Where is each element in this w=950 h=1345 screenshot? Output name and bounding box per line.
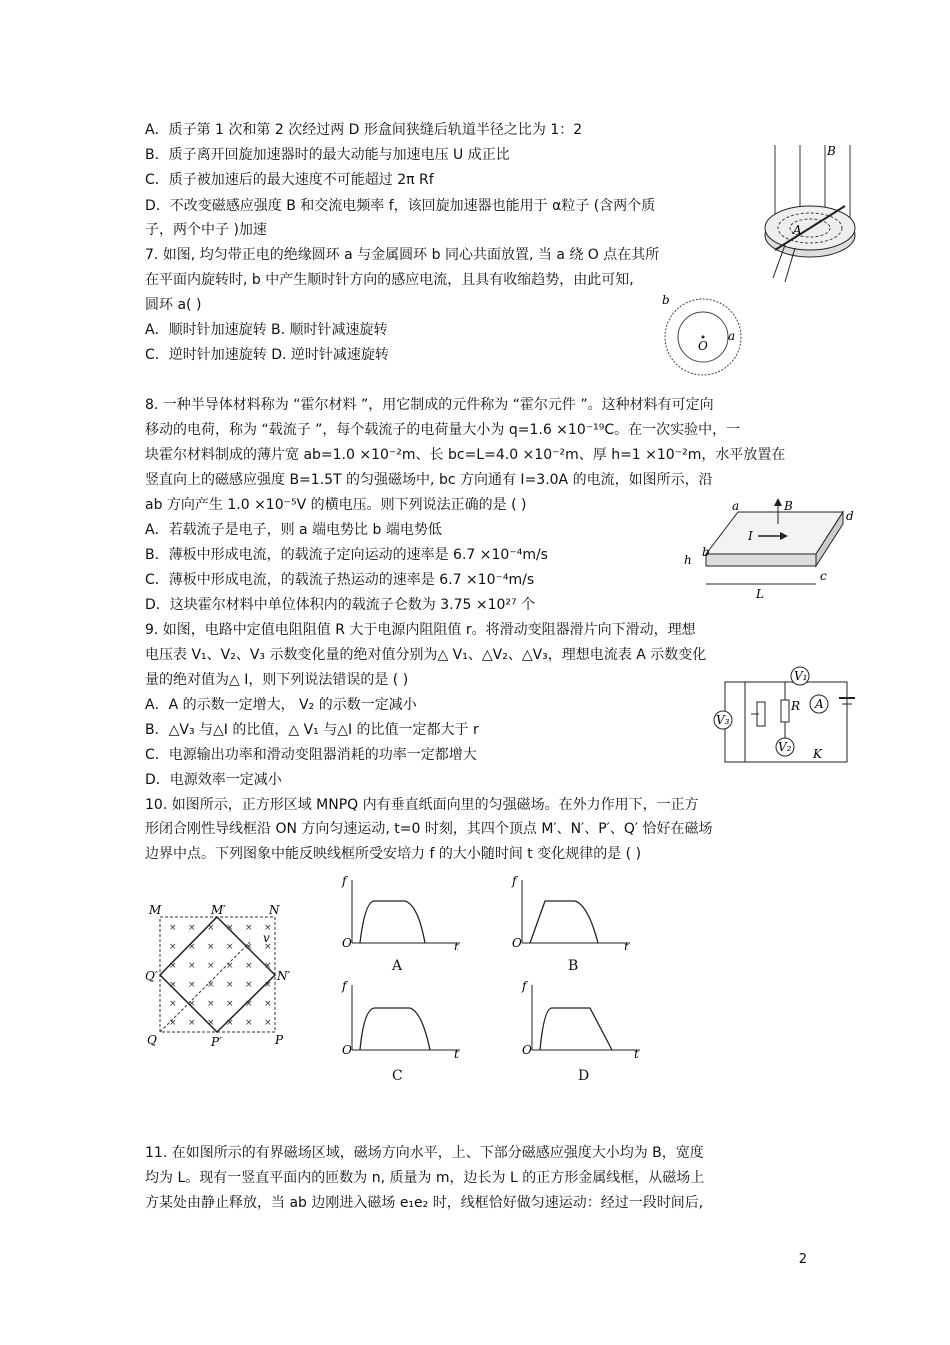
field-x-mark: × (207, 942, 215, 952)
field-x-mark: × (169, 961, 177, 971)
ring-b-label: b (662, 293, 670, 307)
graph-d-t-label: t (634, 1047, 639, 1060)
graph-b-t-label: t (624, 940, 629, 950)
graph-a-t-label: t (454, 940, 459, 950)
hall-l-label: L (756, 587, 764, 601)
text-line: 10. 如图所示，正方形区域 MNPQ 内有垂直纸面向里的匀强磁场。在外力作用下，一正方 (145, 797, 699, 813)
hall-i-label: I (748, 529, 753, 543)
square-field-figure (145, 900, 295, 1048)
text-line: D．电源效率一定减小 (145, 772, 282, 788)
corner-p-label: P (275, 1033, 284, 1047)
ring-a-label: a (728, 329, 736, 343)
field-x-mark: × (245, 923, 253, 933)
rings-figure (658, 292, 753, 382)
graph-c-t-label: t (454, 1047, 459, 1060)
field-x-mark: × (264, 980, 272, 990)
text-line: A．顺时针加速旋转 B. 顺时针减速旋转 (145, 322, 388, 338)
graph-a-f-label: f (342, 875, 347, 888)
text-line: 9. 如图，电路中定值电阻阻值 R 大于电源内阻阻值 r。将滑动变阻器滑片向下滑动，理想 (145, 622, 696, 638)
text-line: 11. 在如图所示的有界磁场区域，磁场方向水平，上、下部分磁感应强度大小均为 B，宽度 (145, 1145, 704, 1161)
text-line: 边界中点。下列图象中能反映线框所受安培力 f 的大小随时间 t 变化规律的是 ( ) (145, 846, 642, 862)
field-x-mark: × (188, 1018, 196, 1028)
field-x-mark: × (245, 999, 253, 1009)
text-line: A．A 的示数一定增大， V₂ 的示数一定减小 (145, 697, 417, 713)
graph-b-caption: B (568, 958, 579, 974)
field-x-mark: × (188, 961, 196, 971)
text-line: C．质子被加速后的最大速度不可能超过 2π Rf (145, 172, 434, 188)
ammeter-label: A (815, 697, 824, 711)
vertex-qp-label: Q′ (145, 969, 158, 983)
field-x-mark: × (226, 980, 234, 990)
hall-h-label: h (684, 553, 692, 567)
field-x-mark: × (245, 980, 253, 990)
text-line: 方某处由静止释放，当 ab 边刚进入磁场 e₁e₂ 时，线框恰好做匀速运动：经过一段时间后, (145, 1195, 704, 1211)
field-x-mark: × (188, 999, 196, 1009)
text-line: ab 方向产生 1.0 ×10⁻⁵V 的横电压。则下列说法正确的是 ( ) (145, 497, 527, 513)
text-line: 量的绝对值为△ I，则下列说法错误的是 ( ) (145, 672, 409, 688)
field-x-mark: × (207, 980, 215, 990)
field-x-mark: × (188, 942, 196, 952)
field-x-mark: × (245, 1018, 253, 1028)
field-x-mark: × (169, 980, 177, 990)
corner-q-label: Q (147, 1033, 157, 1047)
field-x-mark: × (169, 1018, 177, 1028)
field-x-mark: × (226, 1018, 234, 1028)
hall-d-label: d (846, 509, 854, 523)
text-line: 在平面内旋转时, b 中产生顺时针方向的感应电流，且具有收缩趋势，由此可知, (145, 272, 634, 288)
vertex-pp-label: P′ (211, 1035, 222, 1048)
text-line: C．电源输出功率和滑动变阻器消耗的功率一定都增大 (145, 747, 477, 763)
field-b-label: B (827, 144, 836, 158)
field-x-mark: × (264, 961, 272, 971)
graph-d-caption: D (578, 1068, 590, 1084)
field-x-mark: × (245, 942, 253, 952)
corner-m-label: M (149, 903, 162, 917)
page-number: 2 (798, 1252, 807, 1267)
cyclotron-figure (755, 140, 865, 290)
text-line: 移动的电荷，称为 “载流子 ”，每个载流子的电荷量大小为 q=1.6 ×10⁻¹⁹C。在一次实验中，一 (145, 422, 741, 438)
r-label: R (791, 699, 801, 713)
hall-b-label: B (784, 499, 793, 513)
field-x-mark: × (188, 923, 196, 933)
text-line: 8. 一种半导体材料称为 “霍尔材料 ”，用它制成的元件称为 “霍尔元件 ”。这种材料有可定向 (145, 397, 714, 413)
k-label: K (813, 747, 822, 761)
graph-b-f-label: f (512, 875, 517, 888)
field-x-mark: × (226, 961, 234, 971)
graph-c (340, 980, 465, 1060)
field-x-marks (169, 923, 272, 1028)
field-x-mark: × (207, 999, 215, 1009)
hall-c-label: c (820, 569, 827, 583)
text-line: A．若载流子是电子，则 a 端电势比 b 端电势低 (145, 522, 442, 538)
text-line: D．这块霍尔材料中单位体积内的载流子仑数为 3.75 ×10²⁷ 个 (145, 597, 536, 613)
hall-b-corner-label: b (702, 545, 710, 559)
dee-a-label: A (793, 223, 802, 237)
v1-label: V₁ (794, 669, 808, 683)
text-line: 7. 如图, 均匀带正电的绝缘圆环 a 与金属圆环 b 同心共面放置, 当 a 绕 O 点在其所 (145, 247, 660, 263)
text-line: 圆环 a( ) (145, 297, 202, 313)
center-o-label: O (698, 339, 708, 353)
graph-c-o-label: O (342, 1043, 352, 1057)
hall-a-label: a (732, 499, 740, 513)
graph-b-o-label: O (512, 936, 522, 950)
corner-n-label: N (269, 903, 280, 917)
text-line: D．不改变磁感应强度 B 和交流电频率 f，该回旋加速器也能用于 α粒子 (含两个质 (145, 198, 656, 214)
field-x-mark: × (207, 1018, 215, 1028)
field-x-mark: × (264, 1018, 272, 1028)
text-line: B．薄板中形成电流，的载流子定向运动的速率是 6.7 ×10⁻⁴m/s (145, 547, 548, 563)
graph-b (510, 875, 635, 950)
graph-c-f-label: f (342, 980, 347, 993)
graph-a (340, 875, 465, 950)
field-x-mark: × (169, 923, 177, 933)
field-x-mark: × (207, 923, 215, 933)
hall-plate-figure (678, 494, 863, 604)
text-line: C．逆时针加速旋转 D. 逆时针减速旋转 (145, 347, 389, 363)
graph-d (520, 980, 645, 1060)
velocity-v-label: v (263, 931, 270, 945)
field-x-mark: × (264, 923, 272, 933)
text-line: A．质子第 1 次和第 2 次经过两 D 形盒间狭缝后轨道半径之比为 1：2 (145, 122, 583, 138)
field-x-mark: × (188, 980, 196, 990)
graph-d-o-label: O (522, 1043, 532, 1057)
text-line: B．质子离开回旋加速器时的最大动能与加速电压 U 成正比 (145, 147, 510, 163)
graph-a-o-label: O (342, 936, 352, 950)
graph-d-f-label: f (522, 980, 527, 993)
text-line: 电压表 V₁、V₂、V₃ 示数变化量的绝对值分别为△ V₁、△V₂、△V₃，理想电流表 A 示数变化 (145, 647, 707, 663)
field-x-mark: × (245, 961, 253, 971)
field-x-mark: × (226, 923, 234, 933)
vertex-mp-label: M′ (211, 903, 227, 917)
text-line: 均为 L。现有一竖直平面内的匝数为 n, 质量为 m，边长为 L 的正方形金属线框，从磁场上 (145, 1170, 705, 1186)
field-x-mark: × (207, 961, 215, 971)
field-x-mark: × (264, 942, 272, 952)
field-x-mark: × (169, 942, 177, 952)
text-line: 形闭合刚性导线框沿 ON 方向匀速运动, t=0 时刻，其四个顶点 M′、N′、P′、Q′ 恰好在磁场 (145, 821, 713, 837)
text-line: 子，两个中子 )加速 (145, 222, 267, 238)
field-x-mark: × (264, 999, 272, 1009)
text-line: C．薄板中形成电流，的载流子热运动的速率是 6.7 ×10⁻⁴m/s (145, 572, 535, 588)
v3-label: V₃ (716, 713, 730, 727)
graph-a-caption: A (392, 958, 403, 974)
circuit-figure (705, 662, 855, 772)
field-x-mark: × (226, 999, 234, 1009)
graph-c-caption: C (392, 1068, 403, 1084)
vertex-np-label: N′ (277, 969, 291, 983)
text-line: 竖直向上的磁感应强度 B=1.5T 的匀强磁场中, bc 方向通有 I=3.0A 的电流，如图所示，沿 (145, 472, 713, 488)
text-line: B．△V₃ 与△I 的比值，△ V₁ 与△I 的比值一定都大于 r (145, 722, 479, 738)
v2-label: V₂ (778, 740, 792, 754)
text-line: 块霍尔材料制成的薄片宽 ab=1.0 ×10⁻²m、长 bc=L=4.0 ×10⁻²m、厚 h=1 ×10⁻²m，水平放置在 (145, 447, 786, 463)
field-x-mark: × (169, 999, 177, 1009)
field-x-mark: × (226, 942, 234, 952)
